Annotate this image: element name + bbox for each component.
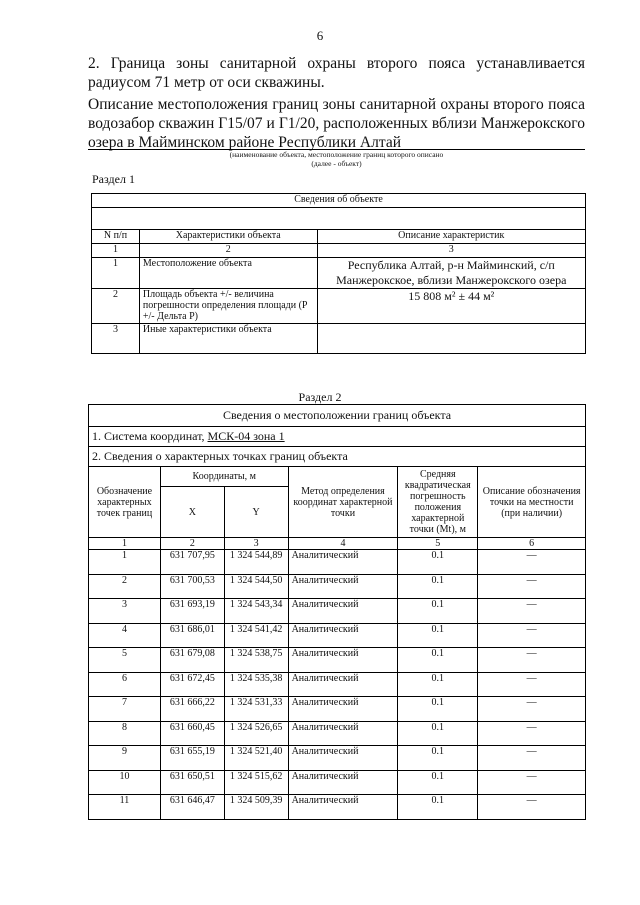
x-coordinate: 631 693,19 [160,599,224,624]
method: Аналитический [288,672,398,697]
x-coordinate: 631 686,01 [160,623,224,648]
point-number: 8 [89,721,161,746]
row-characteristic: Площадь объекта +/- величина погрешности определения площади (Р +/- Дельта Р) [139,289,317,324]
x-coordinate: 631 666,22 [160,697,224,722]
row-description: 15 808 м² ± 44 м² [317,289,585,324]
y-coordinate: 1 324 526,65 [224,721,288,746]
section-1-title: Раздел 1 [92,172,135,186]
caption-line-2: (далее - объект) [311,159,362,168]
mt-value: 0.1 [398,648,478,673]
boundary-points-table [88,404,586,820]
point-number: 7 [89,697,161,722]
col-coordinates-header: Координаты, м [160,467,288,487]
row-number: 2 [92,289,140,324]
row-number: 1 [92,258,140,289]
method: Аналитический [288,623,398,648]
col-index: 2 [160,538,224,550]
y-coordinate: 1 324 543,34 [224,599,288,624]
col-index: 2 [139,244,317,258]
point-description: — [478,550,586,575]
col-point-header: Обозначение характерных точек границ [89,467,161,538]
y-coordinate: 1 324 544,89 [224,550,288,575]
col-index: 3 [317,244,585,258]
mt-value: 0.1 [398,672,478,697]
point-description: — [478,623,586,648]
method: Аналитический [288,770,398,795]
paragraph-description-title: Описание местоположения границ зоны санитарной охраны второго пояса водозабор скважин Г15/07 и Г1/20, расположенных вблизи Манжерокского озера в Майминском районе Республики Алтай [88,96,585,151]
point-description: — [478,672,586,697]
point-number: 4 [89,623,161,648]
row-description: Республика Алтай, р-н Майминский, с/п Манжерокское, вблизи Манжерокского озера [317,258,585,289]
col-desc-header: Описание обозначения точки на местности (при наличии) [478,467,586,538]
col-index: 6 [478,538,586,550]
table-row [89,623,586,648]
col-index: 5 [398,538,478,550]
col-index: 4 [288,538,398,550]
x-coordinate: 631 650,51 [160,770,224,795]
section-2-title: Раздел 2 [298,390,342,404]
caption-line-1: (наименование объекта, местоположение границ которого описано [229,150,444,159]
table-row [89,697,586,722]
method: Аналитический [288,550,398,575]
coordinate-system-value: МСК-04 зона 1 [207,429,285,443]
mt-value: 0.1 [398,599,478,624]
table-row [89,721,586,746]
table-row [89,795,586,820]
row-number: 3 [92,324,140,354]
point-description: — [478,574,586,599]
table-row [89,746,586,771]
col-number-header: N п/п [92,230,140,244]
y-coordinate: 1 324 521,40 [224,746,288,771]
col-y-header: Y [224,487,288,538]
table-row [89,574,586,599]
point-description: — [478,599,586,624]
col-description-header: Описание характеристик [317,230,585,244]
x-coordinate: 631 646,47 [160,795,224,820]
row-characteristic: Местоположение объекта [139,258,317,289]
y-coordinate: 1 324 535,38 [224,672,288,697]
y-coordinate: 1 324 541,42 [224,623,288,648]
point-number: 9 [89,746,161,771]
mt-value: 0.1 [398,550,478,575]
method: Аналитический [288,795,398,820]
mt-value: 0.1 [398,574,478,599]
y-coordinate: 1 324 509,39 [224,795,288,820]
point-description: — [478,648,586,673]
point-number: 2 [89,574,161,599]
col-characteristic-header: Характеристики объекта [139,230,317,244]
x-coordinate: 631 660,45 [160,721,224,746]
mt-value: 0.1 [398,623,478,648]
table-row [92,289,586,324]
table-row [89,550,586,575]
col-index: 3 [224,538,288,550]
col-method-header: Метод определения координат характерной точки [288,467,398,538]
x-coordinate: 631 700,53 [160,574,224,599]
col-x-header: X [160,487,224,538]
method: Аналитический [288,746,398,771]
mt-value: 0.1 [398,697,478,722]
point-number: 11 [89,795,161,820]
point-number: 1 [89,550,161,575]
coordinate-system [89,427,586,447]
mt-value: 0.1 [398,721,478,746]
table-row [89,648,586,673]
point-description: — [478,770,586,795]
point-number: 6 [89,672,161,697]
point-number: 3 [89,599,161,624]
col-mt-header: Средняя квадратическая погрешность положения характерной точки (Mt), м [398,467,478,538]
col-index: 1 [92,244,140,258]
blank-row [92,208,586,230]
point-number: 5 [89,648,161,673]
coordinate-system-label: 1. Система координат, [92,429,208,443]
y-coordinate: 1 324 544,50 [224,574,288,599]
method: Аналитический [288,574,398,599]
method: Аналитический [288,599,398,624]
y-coordinate: 1 324 531,33 [224,697,288,722]
object-info-table [91,193,586,354]
boundary-info-header: Сведения о местоположении границ объекта [89,405,586,427]
col-index: 1 [89,538,161,550]
paragraph-boundary-radius: 2. Граница зоны санитарной охраны второго пояса устанавливается радиусом 71 метр от оси скважины. [88,55,585,91]
mt-value: 0.1 [398,746,478,771]
mt-value: 0.1 [398,795,478,820]
method: Аналитический [288,697,398,722]
points-header: 2. Сведения о характерных точках границ объекта [89,447,586,467]
y-coordinate: 1 324 515,62 [224,770,288,795]
row-characteristic: Иные характеристики объекта [139,324,317,354]
point-rows [89,550,586,820]
table-row [89,672,586,697]
point-description: — [478,721,586,746]
point-description: — [478,746,586,771]
table-row [89,770,586,795]
x-coordinate: 631 655,19 [160,746,224,771]
x-coordinate: 631 672,45 [160,672,224,697]
table-row [92,258,586,289]
row-description [317,324,585,354]
object-info-header: Сведения об объекте [92,194,586,208]
method: Аналитический [288,648,398,673]
y-coordinate: 1 324 538,75 [224,648,288,673]
x-coordinate: 631 707,95 [160,550,224,575]
mt-value: 0.1 [398,770,478,795]
table-row [92,324,586,354]
object-caption [88,150,585,168]
point-description: — [478,697,586,722]
table-row [89,599,586,624]
page-number: 6 [316,28,324,43]
point-number: 10 [89,770,161,795]
method: Аналитический [288,721,398,746]
point-description: — [478,795,586,820]
x-coordinate: 631 679,08 [160,648,224,673]
